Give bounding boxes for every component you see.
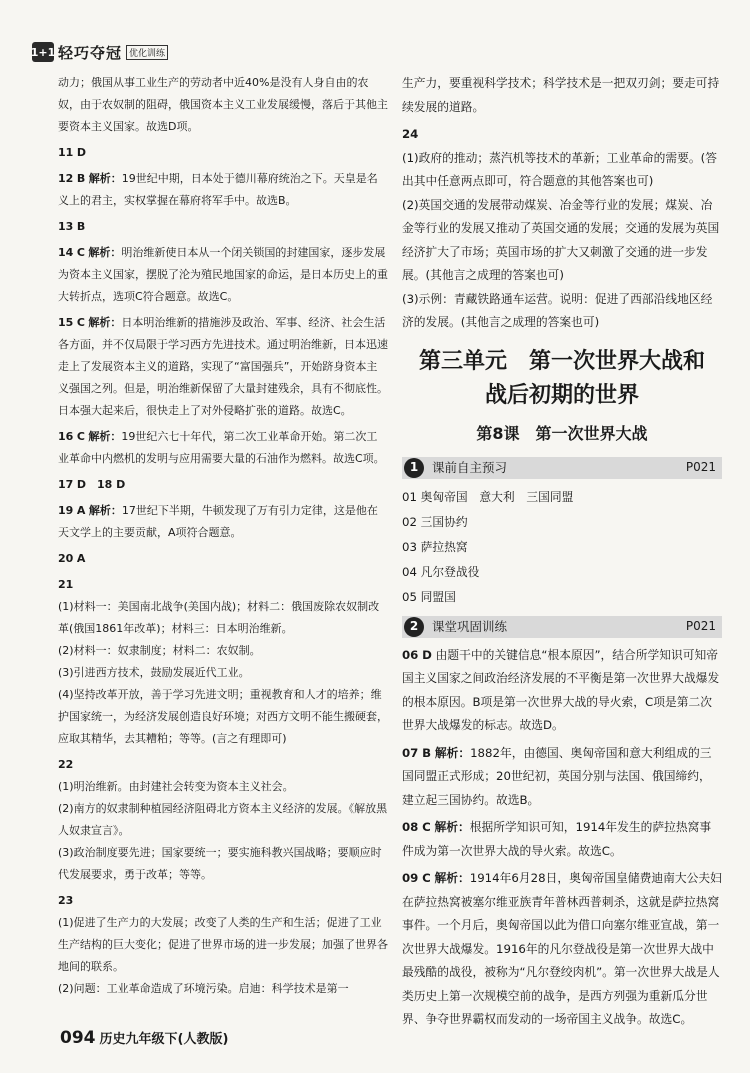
answer-item	[58, 890, 388, 1000]
analysis-label: 解析：	[88, 504, 122, 517]
analysis-label: 解析：	[434, 820, 470, 834]
right-top-answers	[402, 72, 722, 335]
answer-item	[58, 426, 388, 470]
answer-choice: C	[76, 430, 85, 443]
question-number: 24	[402, 127, 419, 141]
question-number: 22	[58, 758, 74, 771]
book-title: 历史九年级下(人教版)	[99, 1032, 229, 1047]
preview-answer: 05 同盟国	[402, 589, 456, 604]
answer-item	[58, 242, 388, 308]
answer-item	[402, 867, 722, 1032]
answer-text: 日本明治维新的措施涉及政治、军事、经济、社会生活各方面，并不仅局限于学习西方先进技术。通过明治维新，日本迅速走上了发展资本主义的道路，实现了“富国强兵”，开始跻身资本主义强国之列。但是，明治维新保留了大量封建残余，具有不彻底性。日本强大起来后，很快走上了对外侵略扩张的道路。故选C。	[58, 316, 388, 417]
answer-choice: A	[76, 552, 86, 565]
sub-answer: (1)促进了生产力的大发展；改变了人类的生产和生活；促进了工业生产结构的巨大变化；促进了世界市场的进一步发展；加强了世界各地间的联系。	[58, 916, 388, 973]
answer-item	[402, 742, 722, 813]
answer-text: 动力；俄国从事工业生产的劳动者中近40%是没有人身自由的农奴，由于农奴制的阻碍，俄国资本主义工业发展缓慢，落后于其他主要资本主义国家。故选D项。	[58, 76, 388, 133]
answer-item	[402, 644, 722, 738]
question-number: 20	[58, 552, 74, 565]
left-column	[58, 72, 388, 1004]
answer-choice: D 18 D	[76, 478, 126, 491]
section-page-ref: P021	[685, 618, 716, 633]
unit-title-line-2: 战后初期的世界	[484, 382, 639, 408]
answer-text: 19世纪六七十年代，第二次工业革命开始。第二次工业革命中内燃机的发明与应用需要大量的石油作为燃料。故选C项。	[58, 430, 385, 465]
answer-item	[58, 500, 388, 544]
answer-item	[402, 123, 722, 335]
question-number: 07	[402, 745, 419, 760]
question-number: 15	[58, 316, 74, 329]
answer-item	[58, 312, 388, 422]
brand-name: 轻巧夺冠	[58, 43, 123, 62]
question-number: 13	[58, 220, 74, 233]
sub-answer: (2)材料一：奴隶制度；材料二：农奴制。	[58, 644, 261, 657]
sub-answer: (1)明治维新。由封建社会转变为资本主义社会。	[58, 780, 294, 793]
answer-choice: C	[422, 871, 431, 885]
page-number: 094	[60, 1028, 96, 1048]
answer-item	[58, 216, 388, 238]
preview-answer: 04 凡尔登战役	[402, 564, 480, 579]
answer-text: 17世纪下半期，牛顿发现了万有引力定律，这是他在天文学上的主要贡献，A项符合题意。	[58, 504, 378, 539]
analysis-label: 解析：	[88, 246, 122, 259]
preview-answer: 03 萨拉热窝	[402, 539, 468, 554]
preview-answers	[402, 485, 722, 610]
question-number: 14	[58, 246, 74, 259]
question-number: 11	[58, 146, 74, 159]
answer-choice: B	[76, 172, 86, 185]
section-bar-practice	[402, 616, 722, 638]
question-number: 21	[58, 578, 74, 591]
sub-answer: (2)英国交通的发展带动煤炭、冶金等行业的发展；煤炭、冶金等行业的发展又推动了英国交通的发展；交通的发展为英国经济扩大了市场；英国市场的扩大又刺激了交通的进一步发展。(其他言之成理的答案也可)	[402, 197, 720, 282]
preview-answer: 01 奥匈帝国 意大利 三国同盟	[402, 489, 574, 504]
answer-item	[402, 72, 722, 119]
brand-sub: 优化训练	[126, 45, 168, 60]
analysis-label: 解析：	[88, 172, 122, 185]
question-number: 12	[58, 172, 74, 185]
answer-item	[58, 168, 388, 212]
sub-answer: (1)政府的推动；蒸汽机等技术的革新；工业革命的需要。(答出其中任意两点即可，符合题意的其他答案也可)	[402, 150, 717, 188]
section-number-badge: 1	[404, 458, 424, 478]
answer-choice: D	[76, 146, 86, 159]
answer-choice: A	[76, 504, 86, 517]
right-column	[402, 72, 722, 1036]
question-number: 06	[402, 647, 419, 662]
practice-answers	[402, 644, 722, 1032]
answer-item	[58, 474, 388, 496]
answer-choice: B	[422, 745, 432, 760]
answer-choice: C	[422, 820, 431, 834]
answer-choice: D	[422, 647, 432, 662]
analysis-label: 解析：	[434, 745, 471, 760]
answer-item	[402, 816, 722, 863]
answer-choice: C	[76, 316, 85, 329]
analysis-label: 解析：	[434, 871, 470, 885]
answer-choice: B	[76, 220, 86, 233]
sub-answer: (2)南方的奴隶制种植园经济阻碍北方资本主义经济的发展。《解放黑人奴隶宣言》。	[58, 802, 388, 837]
question-number: 09	[402, 871, 419, 885]
lesson-title: 第8课 第一次世界大战	[476, 423, 648, 443]
answer-choice: C	[76, 246, 85, 259]
header	[32, 40, 168, 64]
question-number: 23	[58, 894, 74, 907]
section-page-ref: P021	[685, 459, 716, 474]
answer-item	[58, 548, 388, 570]
answer-text: 明治维新使日本从一个闭关锁国的封建国家，逐步发展为资本主义国家，摆脱了沦为殖民地国家的命运，是日本历史上的重大转折点，选项C符合题意。故选C。	[58, 246, 388, 303]
question-number: 08	[402, 820, 419, 834]
section-title: 课堂巩固训练	[432, 618, 508, 634]
sub-answer: (4)坚持改革开放，善于学习先进文明；重视教育和人才的培养；维护国家统一，为经济发展创造良好环境；对西方文明不能生搬硬套，应取其精华，去其糟粕；等等。(言之有理即可)	[58, 688, 388, 745]
answer-text: 1914年6月28日，奥匈帝国皇储费迪南大公夫妇在萨拉热窝被塞尔维亚族青年普林西普刺杀，这就是萨拉热窝事件。一个月后，奥匈帝国以此为借口向塞尔维亚宣战，第一次世界大战爆发。1916年的凡尔登战役是第一次世界大战中最残酷的战役，被称为“凡尔登绞肉机”。第一次世界大战是人类历史上第一次规模空前的战争，是西方列强为重新瓜分世界、争夺世界霸权而发动的一场帝国主义战争。故选C。	[402, 871, 722, 1026]
brand-logo: 1+1	[32, 42, 54, 62]
section-number-badge: 2	[404, 617, 424, 637]
unit-title	[402, 345, 722, 413]
answer-text: 1882年，由德国、奥匈帝国和意大利组成的三国同盟正式形成；20世纪初，英国分别与法国、俄国缔约，建立起三国协约。故选B。	[402, 745, 712, 807]
sub-answer: (3)引进西方技术，鼓励发展近代工业。	[58, 666, 250, 679]
sub-answer: (1)材料一：美国南北战争(美国内战)；材料二：俄国废除农奴制改革(俄国1861年改革)；材料三：日本明治维新。	[58, 600, 380, 635]
answer-item	[58, 574, 388, 750]
answer-text: 根据所学知识可知，1914年发生的萨拉热窝事件成为第一次世界大战的导火索。故选C。	[402, 820, 712, 858]
section-bar-preview	[402, 457, 722, 479]
footer	[60, 1028, 228, 1048]
question-number: 16	[58, 430, 74, 443]
answer-text: 生产力，要重视科学技术；科学技术是一把双刃剑；要走可持续发展的道路。	[402, 76, 720, 114]
unit-title-line-1: 第三单元 第一次世界大战和	[418, 348, 705, 374]
question-number: 17	[58, 478, 74, 491]
question-number: 19	[58, 504, 74, 517]
section-title: 课前自主预习	[432, 459, 508, 475]
answer-text: 由题干中的关键信息“根本原因”，结合所学知识可知帝国主义国家之间政治经济发展的不平衡是第一次世界大战爆发的根本原因。B项是第一次世界大战的导火索，C项是第二次世界大战爆发的标志。故选D。	[402, 647, 720, 732]
answer-item	[58, 754, 388, 886]
answer-item	[58, 142, 388, 164]
analysis-label: 解析：	[88, 316, 122, 329]
sub-answer: (3)政治制度要先进；国家要统一；要实施科教兴国战略；要顺应时代发展要求，勇于改革；等等。	[58, 846, 382, 881]
answer-item	[58, 72, 388, 138]
preview-answer: 02 三国协约	[402, 514, 468, 529]
sub-answer: (3)示例：青藏铁路通车运营。说明：促进了西部沿线地区经济的发展。(其他言之成理的答案也可)	[402, 291, 713, 329]
analysis-label: 解析：	[88, 430, 122, 443]
sub-answer: (2)问题：工业革命造成了环境污染。启迪：科学技术是第一	[58, 982, 349, 995]
answer-text: 19世纪中期，日本处于德川幕府统治之下。天皇是名义上的君主，实权掌握在幕府将军手中。故选B。	[58, 172, 378, 207]
